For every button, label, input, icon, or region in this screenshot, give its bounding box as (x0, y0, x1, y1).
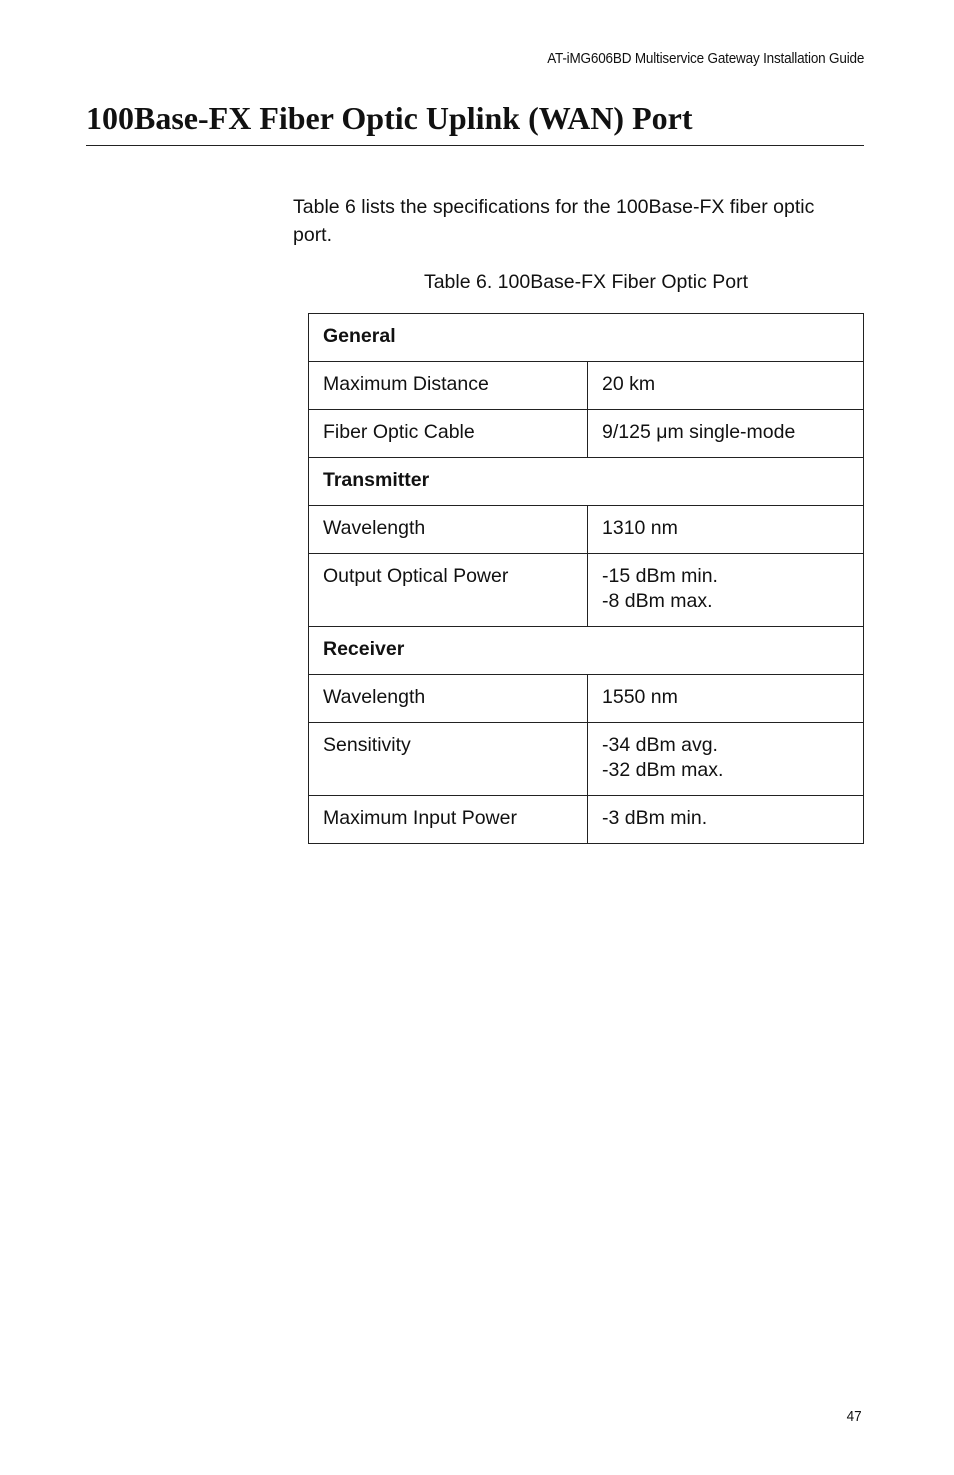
row-label: Wavelength (309, 675, 588, 723)
table-section-row (309, 314, 864, 362)
row-value: 1550 nm (588, 675, 864, 723)
table-row (309, 675, 864, 723)
row-value: 20 km (588, 362, 864, 410)
row-label: Sensitivity (309, 723, 588, 796)
row-value: 1310 nm (588, 506, 864, 554)
table-row (309, 554, 864, 627)
table-section-row (309, 458, 864, 506)
intro-paragraph: Table 6 lists the specifications for the 100Base-FX fiber optic port. (293, 196, 815, 246)
row-label: Fiber Optic Cable (309, 410, 588, 458)
row-label: Output Optical Power (309, 554, 588, 627)
section-title: 100Base-FX Fiber Optic Uplink (WAN) Port (86, 100, 693, 136)
table-row (309, 362, 864, 410)
table-row (309, 796, 864, 844)
row-value: 9/125 μm single-mode (588, 410, 864, 458)
table-section-row (309, 627, 864, 675)
section-label: Transmitter (309, 458, 864, 506)
row-value: -3 dBm min. (588, 796, 864, 844)
table-row (309, 506, 864, 554)
spec-table (308, 313, 864, 844)
section-label: Receiver (309, 627, 864, 675)
running-header: AT-iMG606BD Multiservice Gateway Installation Guide (547, 50, 864, 67)
row-label: Wavelength (309, 506, 588, 554)
section-label: General (309, 314, 864, 362)
row-value: -15 dBm min. -8 dBm max. (588, 554, 864, 627)
title-rule (86, 145, 864, 146)
table-row (309, 723, 864, 796)
page-number: 47 (846, 1408, 862, 1425)
row-label: Maximum Input Power (309, 796, 588, 844)
table-row (309, 410, 864, 458)
row-label: Maximum Distance (309, 362, 588, 410)
row-value: -34 dBm avg. -32 dBm max. (588, 723, 864, 796)
table-caption: Table 6. 100Base-FX Fiber Optic Port (423, 271, 749, 293)
